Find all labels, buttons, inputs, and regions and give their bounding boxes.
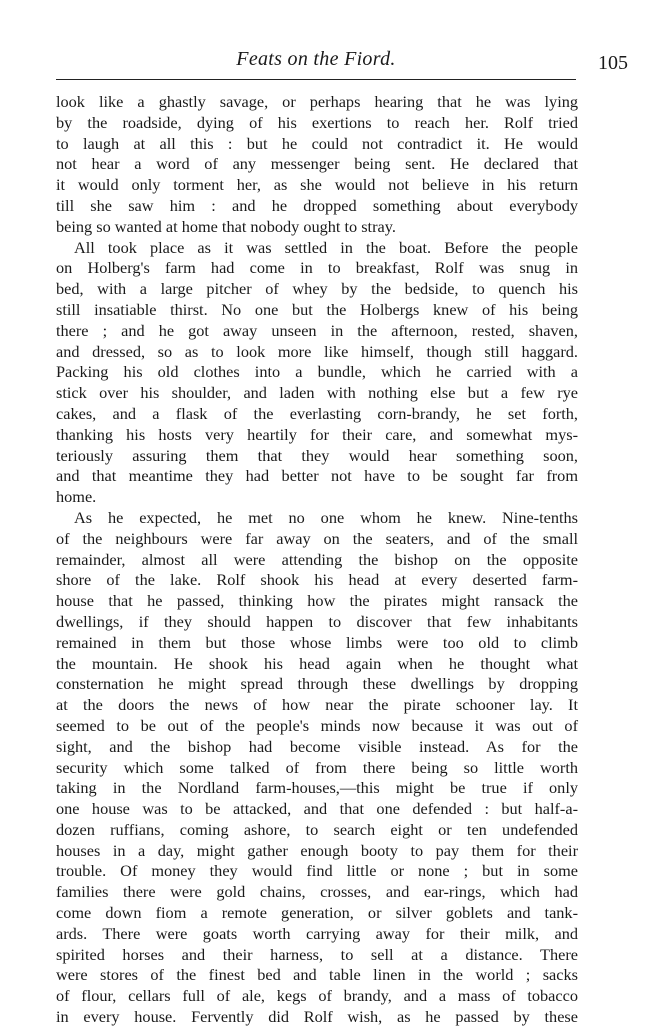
text-line: families there were gold chains, crosses, and ear-rings, which had xyxy=(56,882,578,902)
text-line: remained in them but those whose limbs were too old to climb xyxy=(56,632,578,652)
text-line: sight, and the bishop had become visible instead. As for the xyxy=(56,736,578,756)
text-line: till she saw him : and he dropped something about everybody xyxy=(56,195,578,215)
text-line: trouble. Of money they would find little or none ; but in some xyxy=(56,861,578,881)
text-line: taking in the Nordland farm-houses,—this might be true if only xyxy=(56,778,578,798)
page-header xyxy=(56,44,628,74)
text-line: at the doors the news of how near the pirate schooner lay. It xyxy=(56,695,578,715)
text-line: dwellings, if they should happen to discover that few inhabitants xyxy=(56,611,578,631)
text-line: come down fiom a remote generation, or silver goblets and tank- xyxy=(56,903,578,923)
text-line: were stores of the finest bed and table linen in the world ; sacks xyxy=(56,965,578,985)
text-line: consternation he might spread through these dwellings by dropping xyxy=(56,674,578,694)
running-title: Feats on the Fiord. xyxy=(236,48,396,70)
text-line: All took place as it was settled in the boat. Before the people xyxy=(74,237,578,257)
text-line: not hear a word of any messenger being sent. He declared that xyxy=(56,154,578,174)
text-line: of flour, cellars full of ale, kegs of brandy, and a mass of tobacco xyxy=(56,986,578,1006)
text-line: by the roadside, dying of his exertions to reach her. Rolf tried xyxy=(56,112,578,132)
text-line: to laugh at all this : but he could not contradict it. He would xyxy=(56,133,578,153)
text-line: on Holberg's farm had come in to breakfast, Rolf was snug in xyxy=(56,258,578,278)
text-line: remainder, almost all were attending the bishop on the opposite xyxy=(56,549,578,569)
text-line: still insatiable thirst. No one but the Holbergs knew of his being xyxy=(56,299,578,319)
text-line: security which some talked of from there being so little worth xyxy=(56,757,578,777)
text-line: teriously assuring them that they would hear something soon, xyxy=(56,445,578,465)
text-line: stick over his shoulder, and laden with nothing else but a few rye xyxy=(56,383,578,403)
text-line: As he expected, he met no one whom he knew. Nine-tenths xyxy=(74,507,578,527)
text-line: Packing his old clothes into a bundle, which he carried with a xyxy=(56,362,578,382)
text-line: cakes, and a flask of the everlasting corn-brandy, he set forth, xyxy=(56,403,578,423)
text-line: look like a ghastly savage, or perhaps hearing that he was lying xyxy=(56,92,578,111)
text-line: ards. There were goats worth carrying away for their milk, and xyxy=(56,923,578,943)
text-line: seemed to be out of the people's minds now because it was out of xyxy=(56,715,578,735)
text-line: bed, with a large pitcher of whey by the bedside, to quench his xyxy=(56,279,578,299)
text-line: the mountain. He shook his head again when he thought what xyxy=(56,653,578,673)
header-rule xyxy=(56,79,576,80)
text-line: spirited horses and their harness, to sell at a distance. There xyxy=(56,944,578,964)
page-number: 105 xyxy=(598,52,628,74)
text-line: houses in a day, might gather enough booty to pay them for their xyxy=(56,840,578,860)
text-line: home. xyxy=(56,487,97,507)
text-line: of the neighbours were far away on the seaters, and of the small xyxy=(56,528,578,548)
text-line: there ; and he got away unseen in the afternoon, rested, shaven, xyxy=(56,320,578,340)
text-line: it would only torment her, as she would not believe in his return xyxy=(56,175,578,195)
text-line: and dressed, so as to look more like himself, though still haggard. xyxy=(56,341,578,361)
text-line: shore of the lake. Rolf shook his head at every deserted farm- xyxy=(56,570,578,590)
text-line: in every house. Fervently did Rolf wish, as he passed by these xyxy=(56,1007,578,1027)
text-line: house that he passed, thinking how the pirates might ransack the xyxy=(56,591,578,611)
text-line: dozen ruffians, coming ashore, to search eight or ten undefended xyxy=(56,819,578,839)
text-line: one house was to be attacked, and that one defended : but half-a- xyxy=(56,799,578,819)
text-line: being so wanted at home that nobody ought to stray. xyxy=(56,216,396,236)
body-text xyxy=(56,92,578,1028)
text-line: thanking his hosts very heartily for their care, and somewhat mys- xyxy=(56,424,578,444)
text-line: and that meantime they had better not have to be sought far from xyxy=(56,466,578,486)
